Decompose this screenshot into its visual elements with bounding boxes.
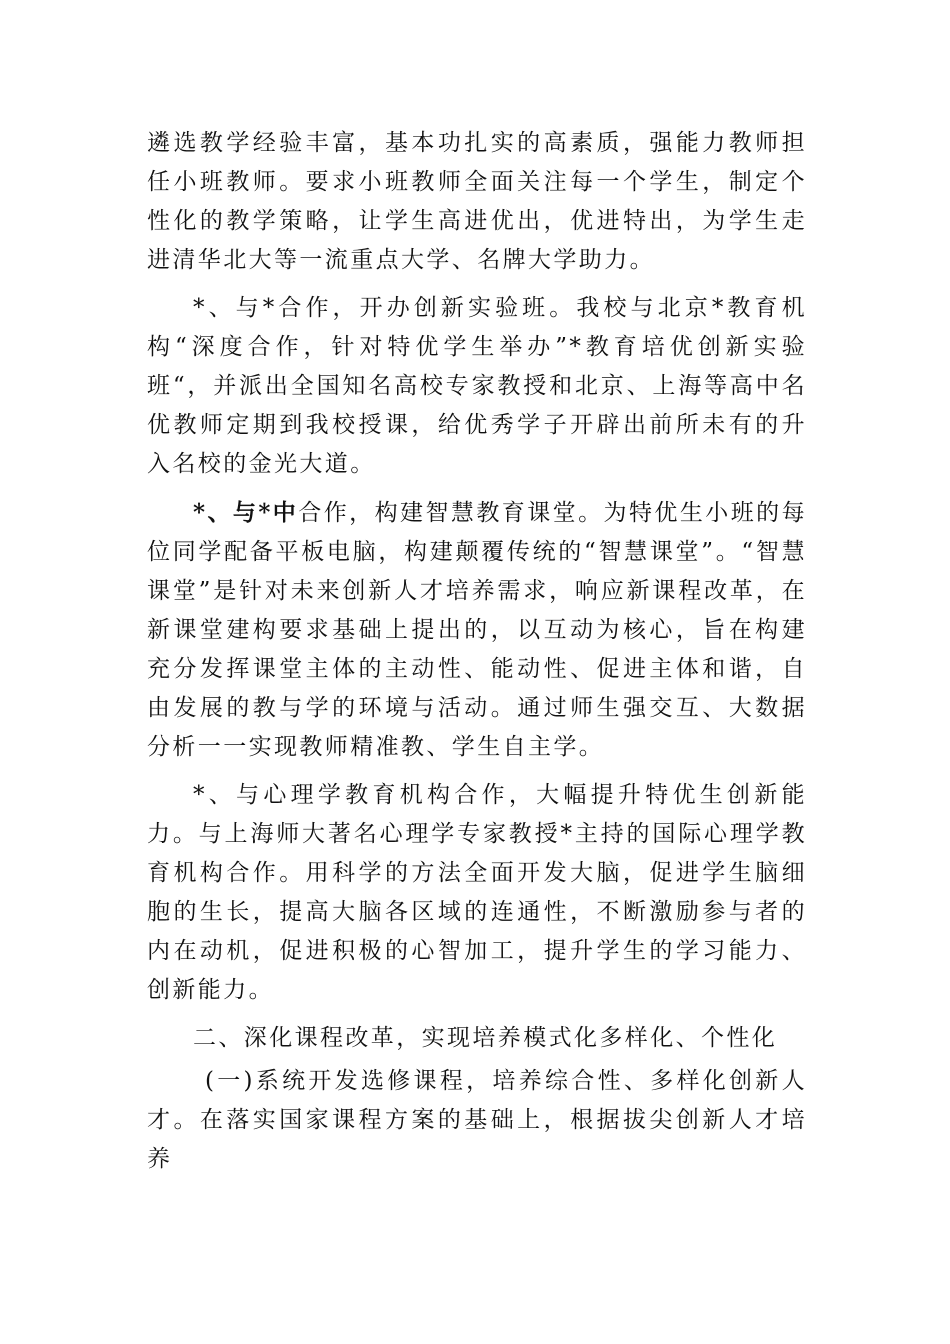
paragraph-smart-classroom: [147, 493, 807, 767]
section-heading: [147, 1019, 807, 1058]
paragraph-text: 遴选教学经验丰富，基本功扎实的高素质，强能力教师担任小班教师。要求小班教师全面关注每一个学生，制定个性化的教学策略，让学生高进优出，优进特出，为学生走进清华北大等一流重点大学、名牌大学助力。: [147, 130, 807, 273]
section-heading-text: 二、深化课程改革，实现培养模式化多样化、个性化: [193, 1025, 778, 1051]
paragraph-bold-lead: *、与*中: [193, 499, 299, 526]
paragraph-text: *、与心理学教育机构合作，大幅提升特优生创新能力。与上海师大著名心理学专家教授*主持的国际心理学教育机构合作。用科学的方法全面开发大脑，促进学生脑细胞的生长，提高大脑各区域的连通性，不断激励参与者的内在动机，促进积极的心智加工，提升学生的学习能力、创新能力。: [147, 782, 807, 1003]
subsection-paragraph: [147, 1062, 807, 1179]
paragraph-text: *、与*合作，开办创新实验班。我校与北京*教育机构“深度合作，针对特优学生举办”*教育培优创新实验班“，并派出全国知名高校专家教授和北京、上海等高中名优教师定期到我校授课，给优秀学子开辟出前所未有的升入名校的金光大道。: [147, 295, 807, 477]
subsection-text: (一)系统开发选修课程，培养综合性、多样化创新人才。在落实国家课程方案的基础上，根据拔尖创新人才培养: [147, 1068, 807, 1172]
paragraph-innovation-class: [147, 289, 807, 484]
document-body: [147, 124, 807, 1179]
paragraph-teacher-selection: [147, 124, 807, 280]
paragraph-psychology-cooperation: [147, 776, 807, 1010]
paragraph-text: 合作，构建智慧教育课堂。为特优生小班的每位同学配备平板电脑，构建颠覆传统的“智慧课堂”。“智慧课堂”是针对未来创新人才培养需求，响应新课程改革，在新课堂建构要求基础上提出的，以互动为核心，旨在构建充分发挥课堂主体的主动性、能动性、促进主体和谐，自由发展的教与学的环境与活动。通过师生强交互、大数据分析一一实现教师精准教、学生自主学。: [147, 500, 808, 760]
